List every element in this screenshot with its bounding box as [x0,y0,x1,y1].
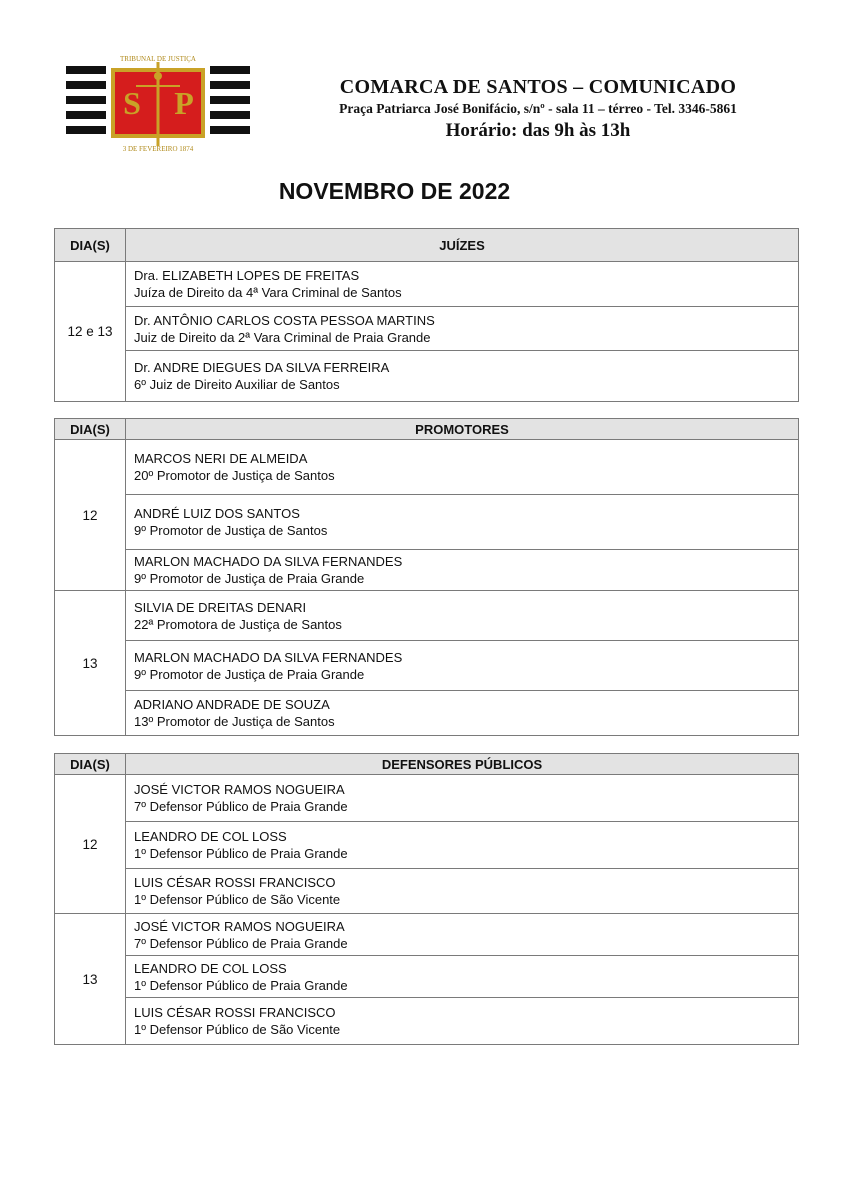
person-role: 1º Defensor Público de São Vicente [134,1022,341,1037]
person-cell [126,822,799,869]
table-row [55,495,799,550]
month-title: NOVEMBRO DE 2022 [278,178,511,204]
day-cell: 13 [55,914,126,1045]
table-row [55,591,799,641]
column-header-days: DIA(S) [55,419,126,440]
table-row [55,775,799,822]
person-role: 7º Defensor Público de Praia Grande [134,935,348,951]
table-row [55,691,799,736]
person-cell [126,495,799,550]
person-name: LEANDRO DE COL LOSS [134,960,287,976]
table-row [55,956,799,998]
day-cell: 13 [55,591,126,736]
header-address: Praça Patriarca José Bonifácio, s/nº - sala 11 – térreo - Tel. 3346-5861 [339,101,737,116]
person-role: 6º Juiz de Direito Auxiliar de Santos [134,377,340,392]
column-header-days: DIA(S) [55,754,126,775]
person-name: ANDRÉ LUIZ DOS SANTOS [134,506,300,521]
header-hours: Horário: das 9h às 13h [445,120,631,141]
person-role: 7º Defensor Público de Praia Grande [134,799,348,814]
person-role: 1º Defensor Público de Praia Grande [134,846,348,861]
person-role: 9º Promotor de Justiça de Praia Grande [134,571,365,586]
person-cell [126,550,799,591]
table-row [55,440,799,495]
person-role: 9º Promotor de Justiça de Praia Grande [134,666,365,682]
person-cell [126,641,799,691]
person-cell [126,307,799,351]
public-defenders-table [54,753,799,1045]
column-header-defenders: DEFENSORES PÚBLICOS [126,754,799,775]
person-cell [126,775,799,822]
person-cell [126,440,799,495]
person-name: SILVIA DE DREITAS DENARI [134,599,307,615]
person-role: 9º Promotor de Justiça de Santos [134,523,328,538]
person-name: JOSÉ VICTOR RAMOS NOGUEIRA [134,782,345,797]
person-name: MARLON MACHADO DA SILVA FERNANDES [134,649,403,665]
person-role: Juíza de Direito da 4ª Vara Criminal de Santos [134,285,402,300]
person-name: LUIS CÉSAR ROSSI FRANCISCO [134,875,336,890]
table-row [55,822,799,869]
table-row [55,914,799,956]
table-row [55,550,799,591]
column-header-judges: JUÍZES [126,229,799,262]
person-cell [126,262,799,307]
person-name: LUIS CÉSAR ROSSI FRANCISCO [134,1005,336,1020]
table-row [55,307,799,351]
person-name: JOSÉ VICTOR RAMOS NOGUEIRA [134,918,345,934]
seal-letter-p: P [174,85,194,121]
seal-letter-s: S [123,85,141,121]
person-cell [126,591,799,641]
person-name: LEANDRO DE COL LOSS [134,829,287,844]
person-role: 1º Defensor Público de Praia Grande [134,977,348,993]
person-cell [126,914,799,956]
tribunal-logo [66,54,250,152]
table-row [55,262,799,307]
header [258,76,818,142]
person-cell [126,869,799,914]
person-cell [126,956,799,998]
person-name: MARLON MACHADO DA SILVA FERNANDES [134,554,403,569]
person-name: Dr. ANTÔNIO CARLOS COSTA PESSOA MARTINS [134,312,435,328]
table-row [55,998,799,1045]
tribunal-seal-icon [66,54,250,152]
person-role: 13º Promotor de Justiça de Santos [134,714,335,729]
person-name: MARCOS NERI DE ALMEIDA [134,451,308,466]
column-header-prosecutors: PROMOTORES [126,419,799,440]
person-name: Dra. ELIZABETH LOPES DE FREITAS [134,268,360,283]
day-cell: 12 [55,440,126,591]
person-role: 20º Promotor de Justiça de Santos [134,468,335,483]
table-row [55,641,799,691]
person-role: Juiz de Direito da 2ª Vara Criminal de Praia Grande [134,329,431,345]
judges-table [54,228,799,402]
seal-text-top: TRIBUNAL DE JUSTIÇA [120,55,196,63]
day-cell: 12 [55,775,126,914]
person-role: 22ª Promotora de Justiça de Santos [134,616,342,632]
person-cell [126,998,799,1045]
prosecutors-table [54,418,799,736]
person-role: 1º Defensor Público de São Vicente [134,892,341,907]
person-cell [126,691,799,736]
header-title: COMARCA DE SANTOS – COMUNICADO [339,76,737,98]
day-cell: 12 e 13 [55,262,126,402]
person-cell [126,351,799,402]
table-row [55,869,799,914]
person-name: ADRIANO ANDRADE DE SOUZA [134,697,330,712]
table-row [55,351,799,402]
seal-text-bottom: 3 DE FEVEREIRO 1874 [122,145,194,152]
person-name: Dr. ANDRE DIEGUES DA SILVA FERREIRA [134,360,390,375]
column-header-days: DIA(S) [55,229,126,262]
